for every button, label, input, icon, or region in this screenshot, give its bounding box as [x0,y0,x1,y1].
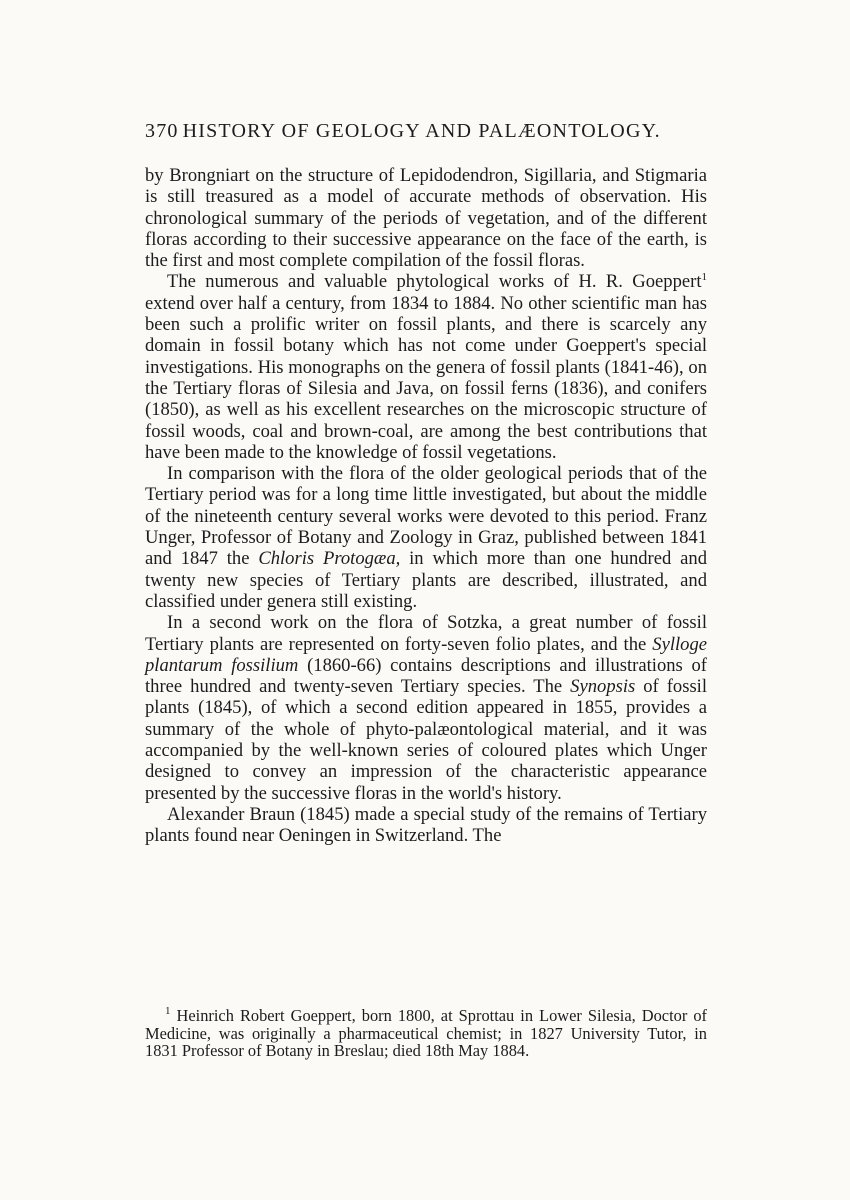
footnotes [145,1007,707,1060]
paragraph-4 [145,612,707,804]
paragraph-2-text-a: The numerous and valuable phytological works of H. R. Goeppert [167,271,702,293]
paragraph-4-text-c: of fossil plants (1845), of which a second edition appeared in 1855, provides a summary of the whole of phyto-palæontological material, and it was accompanied by the well-known series of coloured plates which Unger designed to convey an impression of the characteristic appearance presented by the successive floras in the world's history. [145,676,708,804]
footnote-marker: 1 [165,1005,171,1017]
book-title-sylloge: Sylloge plantarum fossilium [145,633,707,676]
page-number: 370 [145,120,179,142]
paragraph-4-text-b: (1860-66) contains descriptions and illustrations of three hundred and twenty-seven Tertiary species. The [145,654,707,698]
paragraph-3-text-a: In comparison with the flora of the older geological periods that of the Tertiary period was for a long time little investigated, but about the middle of the nineteenth century several works were devoted to this period. Franz Unger, Professor of Botany and Zoology in Graz, published between 1841 and 1847 the [145,463,707,570]
book-title-chloris: Chloris Protogæa, [258,548,401,570]
footnote-text: Heinrich Robert Goeppert, born 1800, at Sprottau in Lower Silesia, Doctor of Medicine, was originally a pharmaceutical chemist; in 1827 University Tutor, in 1831 Professor of Botany in Breslau; died 18th May 1884. [145,1006,707,1061]
running-title: HISTORY OF GEOLOGY AND PALÆONTOLOGY. [182,120,661,142]
footnote-1 [145,1007,707,1060]
body-text [145,165,707,847]
paragraph-2 [145,271,707,463]
paragraph-3 [145,463,707,612]
paragraph-3-text-b: in which more than one hundred and twenty new species of Tertiary plants are described, illustrated, and classified under genera still existing. [145,548,707,612]
paragraph-2-text-b: extend over half a century, from 1834 to 1884. No other scientific man has been such a prolific writer on fossil plants, and there is scarcely any domain in fossil botany which has not come under Goeppert's special investigations. His monographs on the genera of fossil plants (1841-46), on the Tertiary floras of Silesia and Java, on fossil ferns (1836), and conifers (1850), as well as his excellent researches on the microscopic structure of fossil woods, coal and brown-coal, are among the best contributions that have been made to the knowledge of fossil vegetations. [145,292,707,463]
paragraph-4-text-a: In a second work on the flora of Sotzka, a great number of fossil Tertiary plants are represented on forty-seven folio plates, and the [145,612,707,655]
footnote-reference: 1 [701,271,707,284]
running-head [145,120,661,143]
book-title-synopsis: Synopsis [570,676,636,698]
paragraph-1: by Brongniart on the structure of Lepidodendron, Sigillaria, and Stigmaria is still treasured as a model of accurate methods of observation. His chronological summary of the periods of vegetation, and of the different floras according to their successive appearance on the face of the earth, is the first and most complete compilation of the fossil floras. [145,165,707,272]
paragraph-5: Alexander Braun (1845) made a special study of the remains of Tertiary plants found near Oeningen in Switzerland. The [145,803,707,847]
